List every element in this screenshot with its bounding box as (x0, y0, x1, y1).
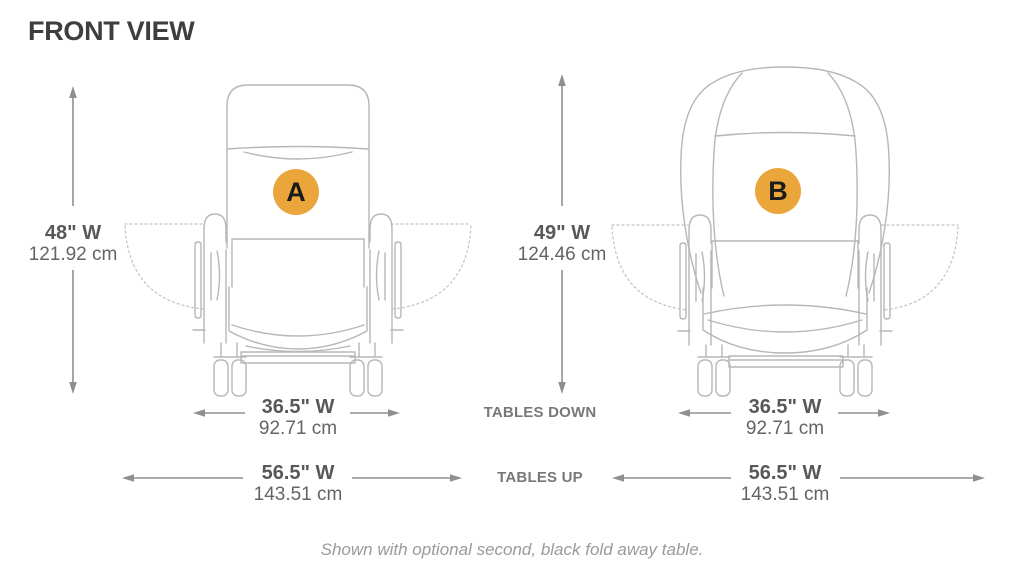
chair-a-tables-up-arrow-left (122, 472, 243, 484)
chair-b-tables-up-cm: 143.51 cm (740, 484, 830, 505)
chair-a-drawing (120, 78, 476, 403)
chair-b-table-swing-path (612, 225, 958, 310)
chair-a-footrest (241, 352, 355, 363)
chair-a-tables-down-in: 36.5" W (261, 396, 335, 418)
chair-b-overall-width (518, 222, 607, 266)
chair-a-table-swing-path (125, 224, 471, 309)
chair-b-tables-up-arrow-left (612, 472, 731, 484)
chair-b-tables-up-width (741, 462, 830, 506)
page-title: FRONT VIEW (28, 16, 195, 46)
chair-b-tables-down-arrow-left (678, 407, 731, 419)
chair-a-overall-width-in: 48" W (44, 222, 102, 244)
chair-a-tables-up-cm: 143.51 cm (253, 484, 343, 505)
chair-b-footrest (729, 356, 843, 367)
chair-b-badge: B (755, 168, 801, 214)
chair-b-tables-up-in: 56.5" W (748, 462, 822, 484)
chair-b-tables-up-arrow-right (840, 472, 985, 484)
chair-b-tables-down-arrow-right (838, 407, 890, 419)
chair-a-seat-cushion (229, 287, 367, 352)
chair-b-seat-cushion (703, 288, 867, 353)
chair-b-armrests (689, 215, 881, 345)
chair-a-overall-width (29, 222, 118, 266)
chair-a-tables-up-in: 56.5" W (261, 462, 335, 484)
chair-a-folded-tables (193, 242, 403, 330)
chair-a-tables-up-arrow-right (352, 472, 462, 484)
chair-a-tables-down-arrow-right (350, 407, 400, 419)
chair-b-overall-width-in: 49" W (533, 222, 591, 244)
tables-up-label: TABLES UP (497, 469, 583, 486)
chair-b-tables-down-width (746, 396, 824, 440)
chair-a-tables-up-width (254, 462, 343, 506)
chair-a-tables-down-arrow-left (193, 407, 245, 419)
chair-a-overall-width-cm: 121.92 cm (28, 244, 118, 265)
diagram-caption: Shown with optional second, black fold away table. (320, 540, 704, 559)
chair-b-drawing (606, 62, 964, 403)
chair-b-tables-down-in: 36.5" W (748, 396, 822, 418)
chair-a-badge: A (273, 169, 319, 215)
tables-down-label: TABLES DOWN (483, 404, 597, 421)
chair-b-overall-width-cm: 124.46 cm (517, 244, 607, 265)
chair-a-tables-down-cm: 92.71 cm (258, 418, 338, 439)
chair-a-tables-down-width (259, 396, 337, 440)
chair-b-folded-tables (678, 243, 892, 331)
chair-b-tables-down-cm: 92.71 cm (745, 418, 825, 439)
